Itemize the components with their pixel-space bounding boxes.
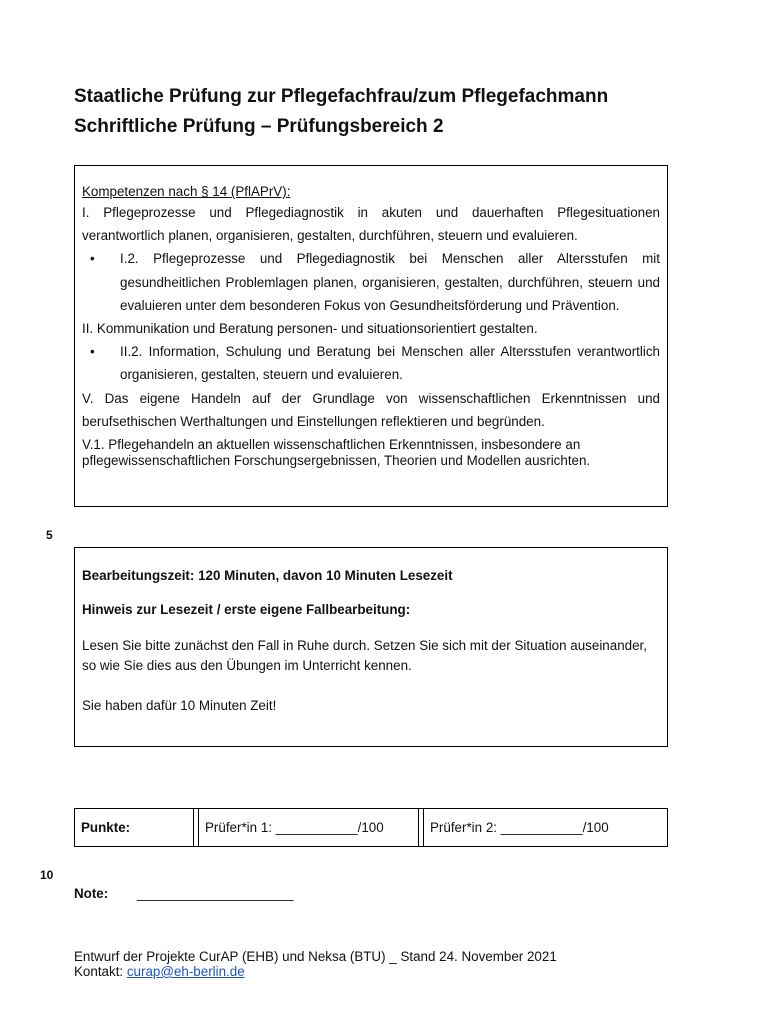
pruefer-1-field[interactable]: Prüfer*in 1: ___________/100 [199,809,419,847]
pruefer-2-field[interactable]: Prüfer*in 2: ___________/100 [424,809,668,847]
contact-label: Kontakt: [74,964,127,979]
hinweis-box [74,547,668,747]
note-field[interactable]: _____________________ [137,886,294,901]
kompetenz-bullet-2-text: II.2. Information, Schulung und Beratung bei Menschen aller Altersstufen verantwortlich organisieren, gestalten, steuern und evaluieren. [120,344,660,383]
hinweis-text-1: Lesen Sie bitte zunächst den Fall in Ruhe durch. Setzen Sie sich mit der Situation auseinander, so wie Sie dies aus den Übungen im Unterricht kennen. [82,638,647,673]
footer-line: Entwurf der Projekte CurAP (EHB) und Neksa (BTU) _ Stand 24. November 2021 [74,949,557,964]
kompetenz-bullet-1 [82,247,660,317]
note-label: Note: [74,886,109,901]
bullet-icon: • [90,251,95,267]
kompetenz-item-1: I. Pflegeprozesse und Pflegediagnostik in akuten und dauerhaften Pflegesituationen verantwortlich planen, organisieren, gestalten, durchführen, steuern und evaluieren. [82,205,660,244]
kompetenz-item-4: V.1. Pflegehandeln an aktuellen wissenschaftlichen Erkenntnissen, insbesondere an pflegewissenschaftlichen Forschungsergebnissen, Theorien und Modellen ausrichten. [82,437,591,469]
punkte-table [74,808,668,847]
kompetenz-bullet-1-text: I.2. Pflegeprozesse und Pflegediagnostik bei Menschen aller Altersstufen mit gesundheitlichen Problemlagen planen, organisieren, gestalten, durchführen, steuern und evaluieren unter dem besonderen Fokus von Gesundheitsförderung und Prävention. [120,251,660,313]
kompetenzen-box [74,165,668,507]
punkte-label: Punkte: [75,809,194,847]
kompetenz-bullet-2 [82,340,660,386]
bearbeitungszeit: Bearbeitungszeit: 120 Minuten, davon 10 Minuten Lesezeit [82,568,453,583]
hinweis-text-2: Sie haben dafür 10 Minuten Zeit! [82,698,277,713]
line-number-10: 10 [40,868,54,882]
kompetenz-item-2: II. Kommunikation und Beratung personen- und situationsorientiert gestalten. [82,321,538,337]
document-title: Staatliche Prüfung zur Pflegefachfrau/zum Pflegefachmann [74,86,609,107]
kompetenz-item-3: V. Das eigene Handeln auf der Grundlage von wissenschaftlichen Erkenntnissen und berufsethischen Werthaltungen und Einstellungen reflektieren und begründen. [82,390,660,429]
document-subtitle: Schriftliche Prüfung – Prüfungsbereich 2 [74,116,444,137]
footer-contact [74,964,557,979]
line-number-5: 5 [46,528,53,542]
kompetenzen-heading: Kompetenzen nach § 14 (PflAPrV): [82,184,291,199]
contact-email-link[interactable]: curap@eh-berlin.de [126,964,245,979]
bullet-icon: • [90,344,95,360]
hinweis-heading: Hinweis zur Lesezeit / erste eigene Fallbearbeitung: [82,602,411,617]
footer [74,949,557,979]
